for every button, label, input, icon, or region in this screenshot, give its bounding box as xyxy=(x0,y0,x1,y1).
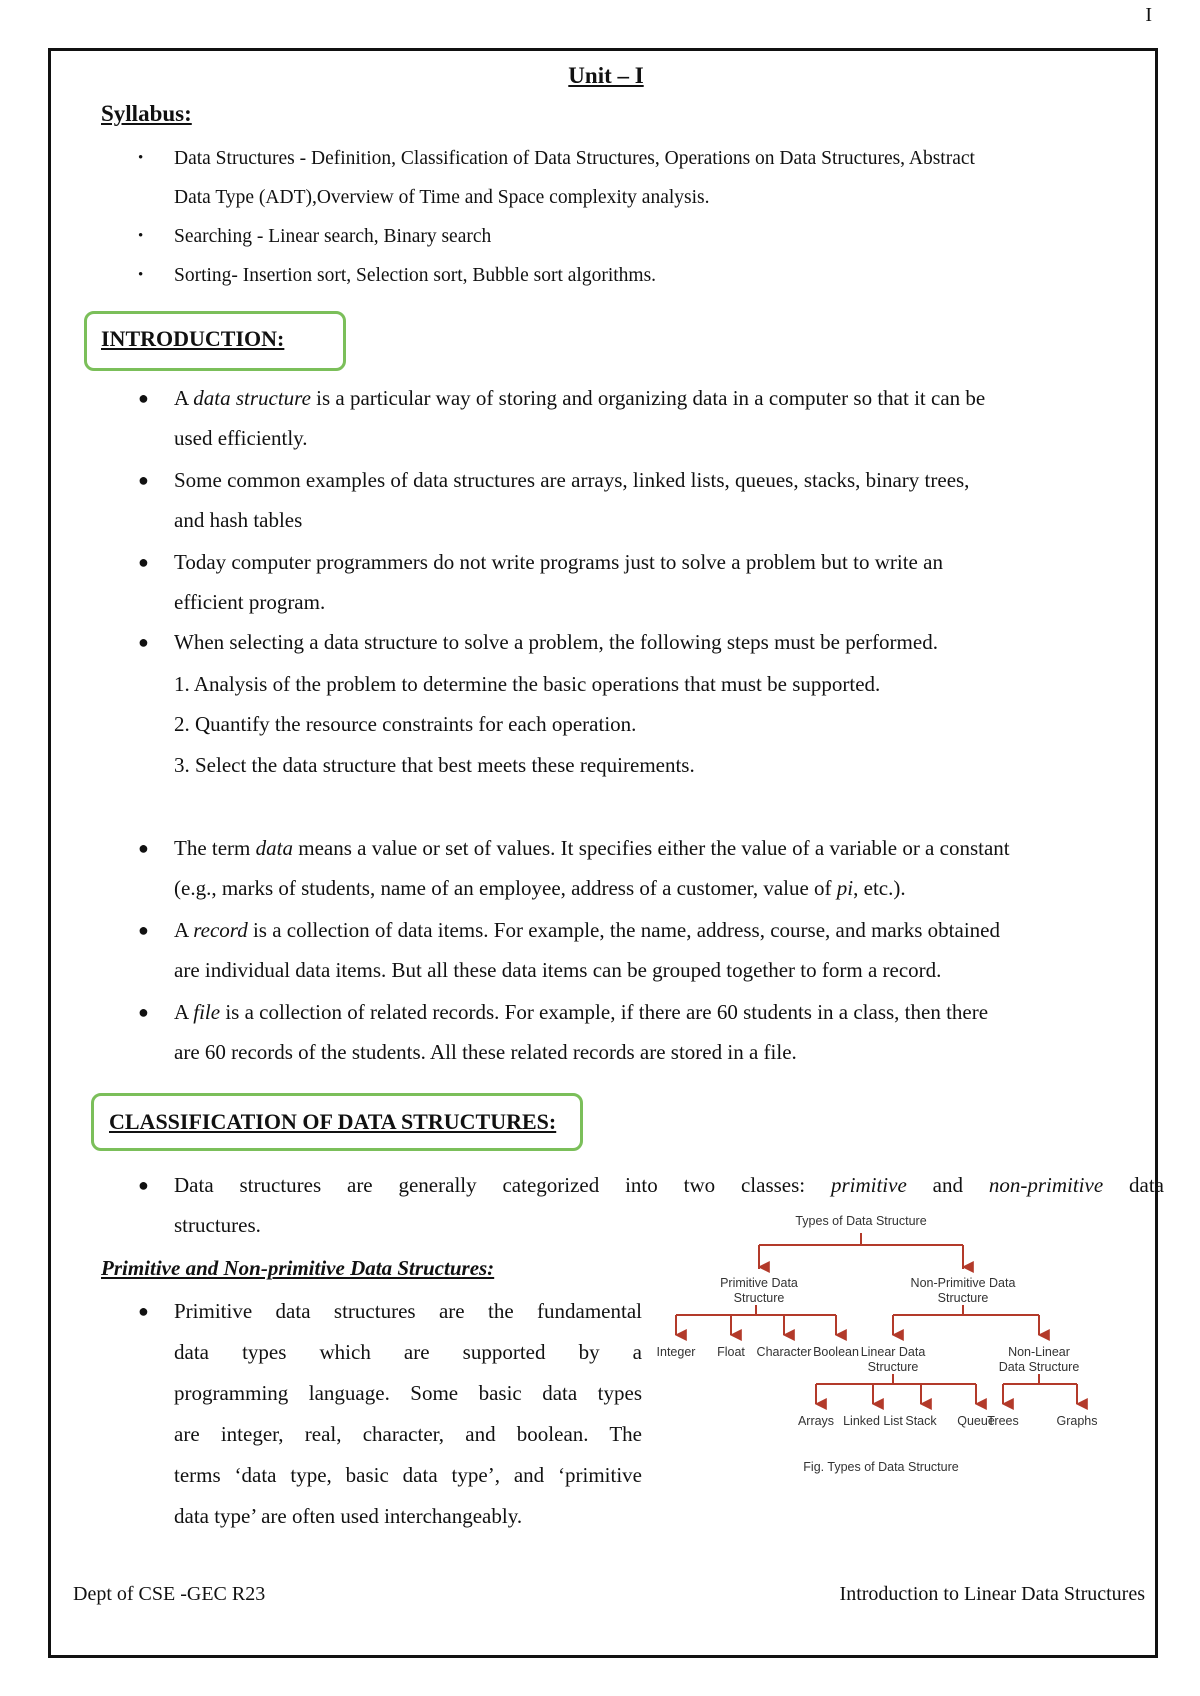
bullet-icon: ● xyxy=(138,388,149,408)
page-frame xyxy=(48,48,1164,1658)
classification-heading: CLASSIFICATION OF DATA STRUCTURES: xyxy=(109,1109,557,1134)
classification-bullet: ● Data structures are generally categorized into two classes: primitive and non-primitive data structures. xyxy=(174,1166,1164,1245)
bullet-icon: • xyxy=(138,150,144,166)
intro-bullet-selecting: ● When selecting a data structure to solve a problem, the following steps must be performed. xyxy=(174,623,1174,663)
step-item: 1. Analysis of the problem to determine the basic operations that must be supported. xyxy=(174,672,881,696)
bullet-icon: ● xyxy=(138,838,149,858)
introduction-heading: INTRODUCTION: xyxy=(101,326,285,351)
character-node: Character xyxy=(756,1345,812,1359)
bullet-icon: ● xyxy=(138,632,149,652)
primitive-node: Primitive Data xyxy=(720,1276,798,1290)
stack-node: Stack xyxy=(905,1414,937,1428)
arrays-node: Arrays xyxy=(797,1414,835,1428)
bullet-icon: ● xyxy=(138,1002,149,1022)
linear-node: Structure xyxy=(867,1360,919,1374)
bullet-icon: ● xyxy=(138,1301,149,1321)
linear-node: Linear Data xyxy=(860,1345,926,1359)
bullet-icon: ● xyxy=(138,552,149,572)
graphs-node: Graphs xyxy=(1056,1414,1098,1428)
float-node: Float xyxy=(717,1345,745,1359)
intro-bullet-programmers: ● Today computer programmers do not write programs just to solve a problem but to write an efficient program. xyxy=(174,543,1174,622)
bullet-icon: ● xyxy=(138,920,149,940)
primitive-node: Structure xyxy=(733,1291,785,1305)
linked-list-node: Linked List xyxy=(843,1414,903,1428)
syllabus-line: Data Type (ADT),Overview of Time and Space complexity analysis. xyxy=(174,187,710,208)
syllabus-line: Searching - Linear search, Binary search xyxy=(174,226,492,247)
step-item: 2. Quantify the resource constraints for each operation. xyxy=(174,712,637,736)
bullet-icon: ● xyxy=(138,1175,149,1195)
integer-node: Integer xyxy=(656,1345,696,1359)
bullet-icon: • xyxy=(138,267,144,283)
intro-bullet-examples: ● Some common examples of data structures are arrays, linked lists, queues, stacks, binary trees, and hash tables xyxy=(174,461,1174,540)
queue-node: Queue xyxy=(957,1414,995,1428)
syllabus-line: Data Structures - Definition, Classification of Data Structures, Operations on Data Structures, Abstract xyxy=(174,148,975,169)
intro-bullet-data: ● The term data means a value or set of values. It specifies either the value of a variable or a constant (e.g., marks of students, name of an employee, address of a customer, value of pi, etc.). xyxy=(174,829,1174,908)
footer-left: Dept of CSE -GEC R23 xyxy=(73,1583,266,1605)
non-linear-node: Data Structure xyxy=(998,1360,1080,1374)
non-primitive-node: Non-Primitive Data xyxy=(910,1276,1016,1290)
step-item: 3. Select the data structure that best meets these requirements. xyxy=(174,753,695,777)
bullet-icon: • xyxy=(138,228,144,244)
syllabus-heading: Syllabus: xyxy=(101,101,192,126)
syllabus-line: Sorting- Insertion sort, Selection sort, Bubble sort algorithms. xyxy=(174,265,657,286)
intro-bullet-record: ● A record is a collection of data items. For example, the name, address, course, and marks obtained are individual data items. But all these data items can be grouped together to form a record. xyxy=(174,911,1174,990)
footer-right: Introduction to Linear Data Structures xyxy=(839,1583,1145,1605)
boolean-node: Boolean xyxy=(813,1345,859,1359)
bullet-icon: ● xyxy=(138,470,149,490)
unit-title: Unit – I xyxy=(568,63,644,88)
page-number: I xyxy=(1145,4,1152,26)
non-primitive-node: Structure xyxy=(937,1291,989,1305)
syllabus-item xyxy=(138,217,1134,256)
types-of-data-structure-diagram xyxy=(651,1209,1171,1539)
syllabus-item xyxy=(138,139,1134,217)
diagram-title: Types of Data Structure xyxy=(795,1214,927,1228)
diagram-connectors xyxy=(676,1233,1077,1404)
trees-node: Trees xyxy=(987,1414,1019,1428)
intro-bullet-data-structure: ● A data structure is a particular way of storing and organizing data in a computer so that it can be used efficiently. xyxy=(174,379,1174,458)
non-linear-node: Non-Linear xyxy=(1008,1345,1070,1359)
primitive-bullet: ● Primitive data structures are the fundamental data types which are supported by a programming language. Some basic data types are integer, real, character, and boolean. The terms ‘data type, basic data type’, and ‘primitive data type’ are often used interchangeably. xyxy=(174,1291,642,1537)
diagram-caption: Fig. Types of Data Structure xyxy=(803,1460,959,1474)
primitive-subheading: Primitive and Non-primitive Data Structures: xyxy=(101,1256,495,1280)
intro-bullet-file: ● A file is a collection of related records. For example, if there are 60 students in a class, then there are 60 records of the students. All these related records are stored in a file. xyxy=(174,993,1174,1072)
syllabus-item xyxy=(138,256,1134,295)
